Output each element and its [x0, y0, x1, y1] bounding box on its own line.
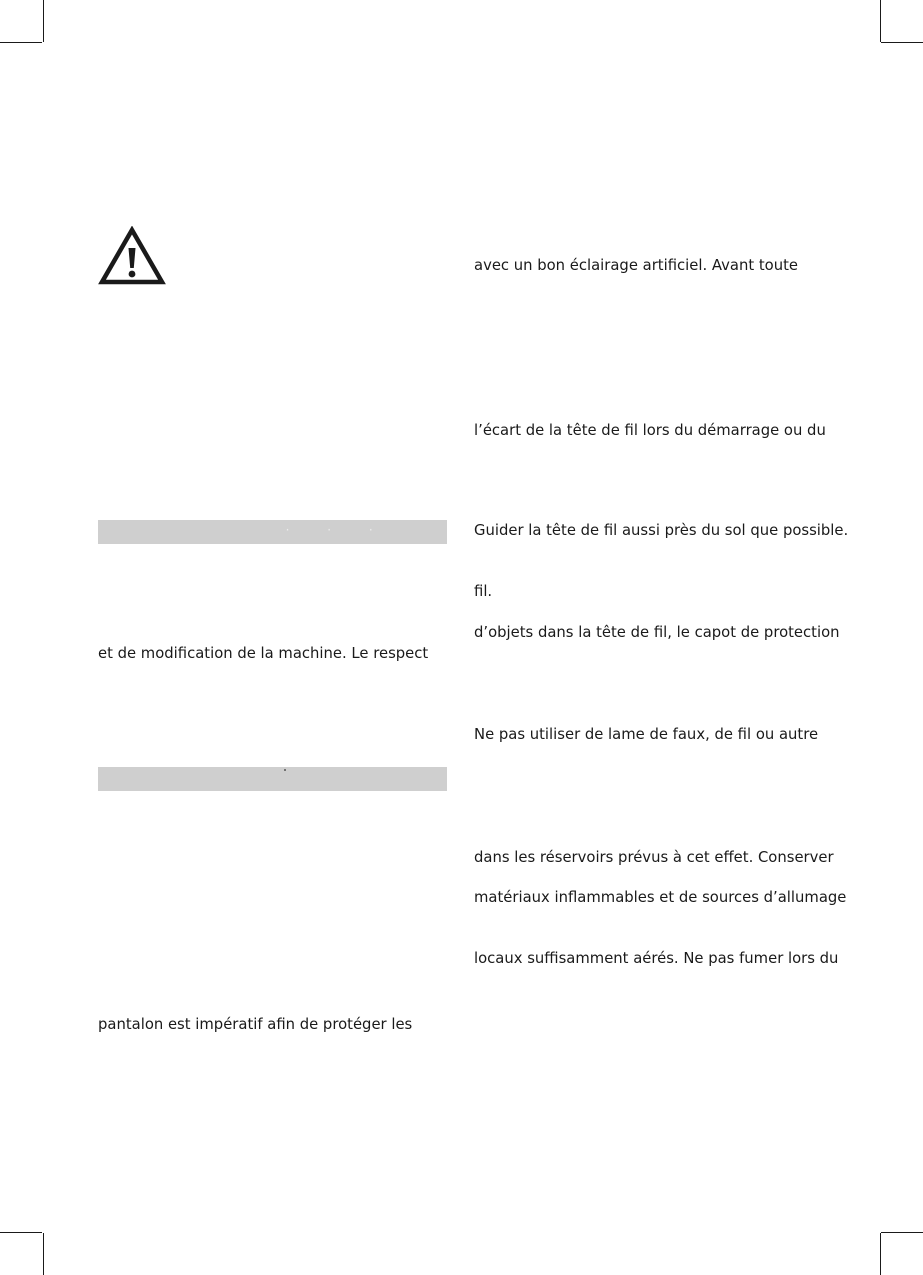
body-text-line: l’écart de la tête de fil lors du démarrage ou du [474, 422, 826, 439]
body-text-line: matériaux inflammables et de sources d’allumage [474, 889, 847, 906]
bar-dot-mark [284, 769, 286, 771]
warning-triangle-icon [98, 226, 166, 286]
body-text-line: pantalon est impératif afin de protéger les [98, 1016, 413, 1033]
body-text-line: fil. [474, 583, 493, 600]
body-text-line: locaux suffisamment aérés. Ne pas fumer lors du [474, 950, 839, 967]
crop-mark [881, 42, 923, 43]
section-header-bar [98, 520, 447, 544]
body-text-line: Ne pas utiliser de lame de faux, de fil ou autre [474, 726, 819, 743]
crop-mark [0, 42, 42, 43]
crop-mark [0, 1232, 42, 1233]
crop-mark [43, 1233, 44, 1275]
body-text-line: d’objets dans la tête de fil, le capot de protection [474, 624, 840, 641]
crop-mark [881, 1232, 923, 1233]
body-text-line: et de modification de la machine. Le respect [98, 645, 429, 662]
section-header-bar [98, 767, 447, 791]
crop-mark [880, 0, 881, 42]
body-text-line: dans les réservoirs prévus à cet effet. Conserver [474, 849, 834, 866]
body-text-line: avec un bon éclairage artificiel. Avant toute [474, 257, 798, 274]
crop-mark [880, 1233, 881, 1275]
faint-header-artifact: · · · [244, 523, 390, 537]
body-text-line: Guider la tête de fil aussi près du sol que possible. [474, 522, 849, 539]
crop-mark [43, 0, 44, 42]
